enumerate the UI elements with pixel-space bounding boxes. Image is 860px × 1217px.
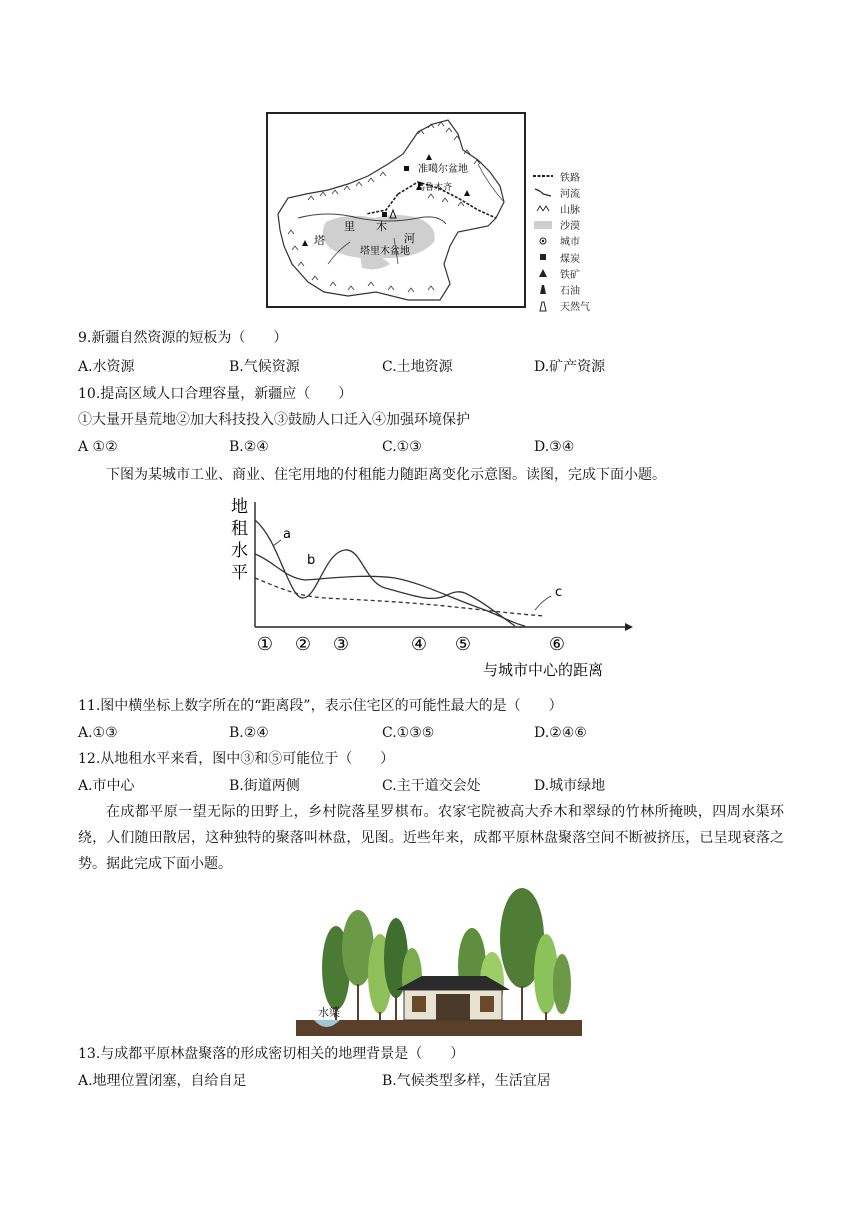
x-tick-label: ② [294,634,312,655]
farmhouse [396,976,510,1020]
question-10-stem: 10.提高区域人口合理容量，新疆应（ ） [78,386,353,402]
map-label-ta: 塔 [314,234,325,247]
question-13-stem: 13.与成都平原林盘聚落的形成密切相关的地理背景是（ ） [78,1046,465,1062]
urumqi-label: 乌鲁木齐 [416,183,453,193]
q12-option-d[interactable]: D.城市绿地 [534,778,606,794]
legend-label: 天然气 [560,302,590,314]
x-axis-arrow [625,623,633,631]
ylabel-char-1: 地 [231,497,248,517]
linpan-illustration [296,878,582,1038]
map-label-li: 里 [344,220,355,233]
q9-option-b[interactable]: B.气候资源 [229,359,300,375]
rent-chart [225,492,635,682]
series-b-label: b [307,553,316,568]
legend-label: 城市 [560,237,580,249]
x-tick-label: ③ [332,634,350,655]
ground [296,1020,582,1036]
legend-item [532,281,612,297]
tarim-label: 塔里木盆地 [360,246,410,257]
legend-label: 石油 [560,285,580,297]
x-tick-label: ⑤ [454,634,472,655]
desert-icon [532,220,554,230]
map-legend [532,168,612,314]
q13-option-a[interactable]: A.地理位置闭塞，自给自足 [78,1073,247,1089]
map-label-he: 河 [404,232,415,245]
q13-option-b[interactable]: B.气候类型多样，生活宜居 [382,1073,551,1089]
legend-item [532,217,612,233]
question-9-stem: 9.新疆自然资源的短板为（ ） [78,330,288,346]
q9-option-c[interactable]: C.土地资源 [382,359,453,375]
legend-item [532,168,612,184]
q12-option-a[interactable]: A.市中心 [78,778,135,794]
q9-option-a[interactable]: A.水资源 [78,359,135,375]
xinjiang-map [266,112,526,308]
series-c-label: c [555,585,563,600]
legend-item [532,184,612,200]
series-a-label: a [283,527,291,542]
series-c-line [255,578,545,616]
q11-option-c[interactable]: C.①③⑤ [382,725,435,741]
question-10-items: ①大量开垦荒地②加大科技投入③鼓励人口迁入④加强环境保护 [78,412,470,428]
q11-option-a[interactable]: A.①③ [78,725,118,741]
legend-label: 煤炭 [560,253,580,265]
q10-option-a[interactable]: A ①② [78,439,118,455]
legend-item [532,200,612,216]
legend-label: 山脉 [560,204,580,216]
intro-rent-chart: 下图为某城市工业、商业、住宅用地的付租能力随距离变化示意图。读图，完成下面小题。 [106,467,666,483]
river-icon [532,187,554,197]
legend-label: 铁路 [560,172,580,184]
question-12-stem: 12.从地租水平来看，图中③和⑤可能位于（ ） [78,751,395,767]
mountain-icon [532,204,554,212]
q11-option-d[interactable]: D.②④⑥ [534,725,587,741]
q12-option-c[interactable]: C.主干道交会处 [382,778,481,794]
city-icon [532,236,554,246]
legend-item [532,233,612,249]
ylabel-char-2: 租 [231,519,248,539]
legend-item [532,249,612,265]
map-outline [278,120,504,300]
xlabel: 与城市中心的距离 [483,661,604,679]
legend-item [532,265,612,281]
intro-linpan: 在成都平原一望无际的田野上，乡村院落星罗棋布。农家宅院被高大乔木和翠绿的竹林所掩映，四周水渠环绕，人们随田散居，这种独特的聚落叫林盘，见图。近些年来，成都平原林盘聚落空间不断被挤压，已呈现衰落之势。据此完成下面小题。 [78,804,784,872]
oil-icon [532,283,554,295]
x-tick-label: ⑥ [548,634,566,655]
legend-label: 铁矿 [560,269,580,281]
junggar-label: 准噶尔盆地 [418,164,468,175]
ylabel-char-3: 水 [231,541,248,561]
legend-label: 沙漠 [560,221,580,233]
legend-label: 河流 [560,188,580,200]
ylabel-char-4: 平 [231,563,248,583]
question-11-stem: 11.图中横坐标上数字所在的“距离段”，表示住宅区的可能性最大的是（ ） [78,698,563,714]
q9-option-d[interactable]: D.矿产资源 [534,359,606,375]
series-a-line [255,520,515,626]
gas-icon [532,300,554,312]
railway-icon [532,173,554,179]
x-tick-label: ④ [410,634,428,655]
q12-option-b[interactable]: B.街道两侧 [229,778,300,794]
coal-icon [532,252,554,262]
iron-icon [532,268,554,278]
map-label-mu: 木 [376,220,387,233]
q11-option-b[interactable]: B.②④ [229,725,269,741]
legend-item [532,298,612,314]
water-channel-label: 水渠 [318,1006,340,1019]
x-tick-label: ① [256,634,274,655]
q10-option-c[interactable]: C.①③ [382,439,422,455]
q10-option-b[interactable]: B.②④ [229,439,269,455]
q10-option-d[interactable]: D.③④ [534,439,575,455]
